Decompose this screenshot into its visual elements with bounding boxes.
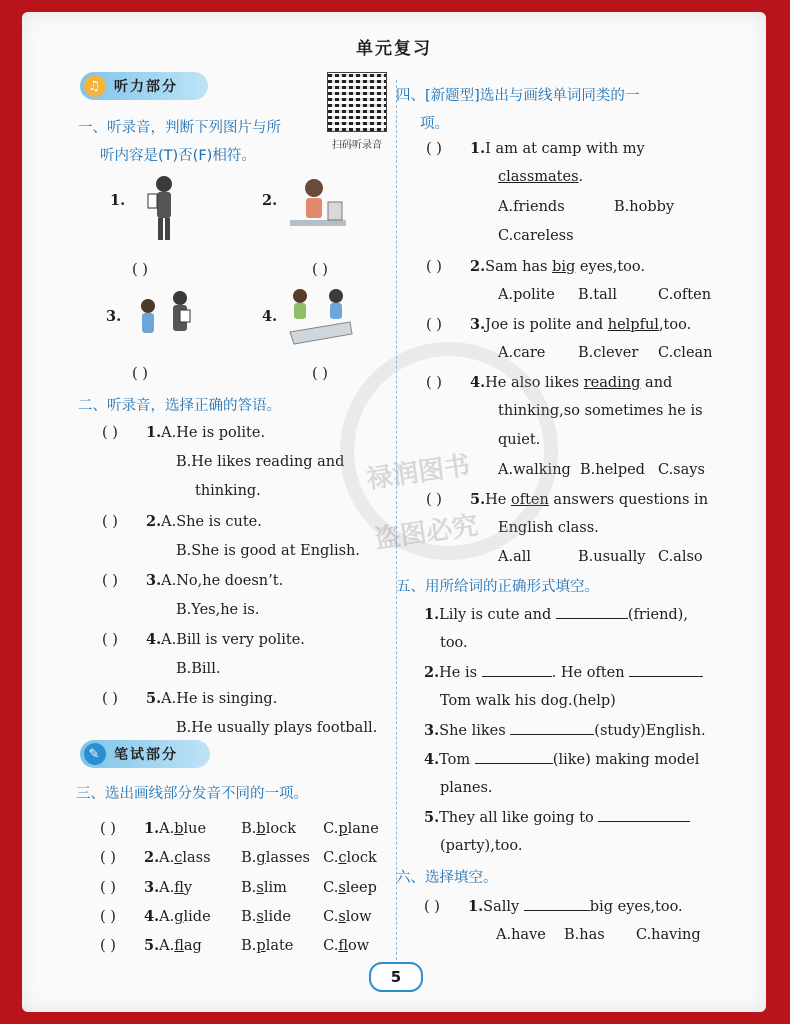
underlined-letter: c: [338, 850, 347, 866]
stem-end: big eyes,too.: [589, 899, 683, 915]
option-text: lide: [183, 909, 211, 925]
answer-blank[interactable]: ( ): [102, 514, 118, 530]
question-number: 1.: [144, 820, 160, 837]
option-c: [323, 874, 377, 903]
children-reading-picture: [284, 282, 356, 348]
p2-q2: [102, 507, 262, 537]
underlined-word: helpful: [607, 317, 659, 333]
fill-blank[interactable]: [482, 662, 552, 677]
p4-q3-opt-c: C.clean: [658, 345, 713, 361]
pic-item-4-number: 4.: [262, 308, 278, 325]
underlined-letter: s: [338, 909, 346, 925]
p2-q4: [102, 625, 305, 655]
option-text: B.: [241, 938, 257, 954]
stem-mid: . He often: [551, 665, 625, 681]
column-divider: [396, 80, 398, 980]
pic-item-1-number: 1.: [110, 192, 126, 209]
question-number: 2.: [424, 664, 440, 681]
option-text: lass: [182, 850, 211, 866]
p2-q3: [102, 566, 283, 596]
p4-q4: [426, 368, 672, 398]
p2-q1-b-cont: thinking.: [195, 483, 261, 499]
option-text: A.: [159, 938, 175, 954]
p4-q1: [426, 134, 645, 164]
stem-end: ,too.: [658, 317, 692, 333]
option-text: C.: [323, 821, 339, 837]
stem: Sally: [483, 899, 520, 915]
question-number: 4.: [144, 908, 160, 925]
underlined-letter: b: [256, 821, 266, 837]
p4-q4-opt-b: B.helped: [580, 462, 645, 478]
option-a: A.Bill is very polite.: [161, 632, 305, 648]
option-text: lasses: [265, 850, 310, 866]
stem: Lily is cute and: [439, 607, 552, 623]
option-text: A.: [159, 821, 175, 837]
answer-blank[interactable]: ( ): [102, 425, 118, 441]
p4-q1-opt-c: C.careless: [498, 228, 574, 244]
pic-item-2-number: 2.: [262, 192, 278, 209]
option-text: low: [345, 909, 372, 925]
fill-blank[interactable]: [629, 662, 703, 677]
question-number: 3.: [146, 572, 162, 589]
part1-heading-line2: 听内容是(T)否(F)相符。: [100, 148, 256, 164]
fill-blank[interactable]: [598, 807, 690, 822]
answer-blank[interactable]: ( ): [102, 691, 118, 707]
p4-q3-opt-b: B.clever: [578, 345, 639, 361]
part4-heading-line2: 项。: [420, 116, 449, 132]
answer-blank[interactable]: ( ): [426, 141, 442, 157]
p3-q4: [100, 902, 372, 932]
option-c: [323, 844, 377, 873]
p4-q4-line2: thinking,so sometimes he is: [498, 403, 703, 419]
option-a: A.No,he doesn’t.: [161, 573, 284, 589]
page-number: 5: [369, 962, 423, 992]
listening-badge: [80, 72, 208, 100]
option-text: C.: [323, 909, 339, 925]
option-text: lock: [346, 850, 377, 866]
p4-q2-opt-b: B.tall: [578, 287, 618, 303]
answer-blank[interactable]: ( ): [102, 573, 118, 589]
p4-q5: [426, 485, 708, 515]
underlined-letter: s: [256, 909, 264, 925]
question-number: 4.: [424, 751, 440, 768]
option-a: A.He is polite.: [161, 425, 266, 441]
option-text: lue: [183, 821, 207, 837]
option-text: A.: [159, 880, 175, 896]
answer-blank[interactable]: ( ): [100, 909, 116, 925]
fill-blank[interactable]: [510, 720, 594, 735]
underlined-letter: g: [256, 850, 266, 866]
option-text: late: [265, 938, 294, 954]
underlined-letter: s: [338, 880, 346, 896]
part6-heading: 六、选择填空。: [396, 870, 498, 886]
underlined-word: often: [510, 492, 549, 508]
stem: He: [485, 492, 511, 508]
pen-icon: ✎: [84, 743, 106, 765]
watermark-text-2: 盗图必究: [372, 510, 480, 556]
p2-q4-b: B.Bill.: [176, 661, 221, 677]
option-text: C.: [323, 850, 339, 866]
pic-item-4-answer[interactable]: ( ): [312, 366, 328, 382]
option-a: [159, 903, 241, 932]
option-text: A.: [159, 909, 175, 925]
underlined-letter: b: [174, 821, 184, 837]
p4-q4-opt-c: C.says: [658, 462, 705, 478]
option-text: ly: [183, 880, 193, 896]
fill-blank[interactable]: [475, 749, 553, 764]
p4-q1-opt-b: B.hobby: [614, 199, 675, 215]
page-title: 单元复习: [356, 39, 432, 59]
p4-q5-opt-b: B.usually: [578, 549, 646, 565]
pic-item-3-answer[interactable]: ( ): [132, 366, 148, 382]
p3-q2: [100, 843, 377, 873]
p6-q1: [424, 892, 683, 922]
option-a: A.She is cute.: [161, 514, 262, 530]
option-text: lock: [265, 821, 296, 837]
option-text: B.: [241, 909, 257, 925]
option-text: B.: [241, 880, 257, 896]
stem: Joe is polite and: [485, 317, 608, 333]
part4-heading-line1: 四、[新题型]选出与画线单词同类的一: [396, 88, 640, 104]
p5-q5-line2: (party),too.: [440, 838, 523, 854]
qr-code-icon[interactable]: [327, 72, 387, 132]
option-text: B.: [241, 850, 257, 866]
answer-blank[interactable]: ( ): [100, 821, 116, 837]
p5-q4: [424, 745, 699, 775]
question-number: 1.: [146, 424, 162, 441]
answer-blank[interactable]: ( ): [100, 850, 116, 866]
p4-q2-opt-c: C.often: [658, 287, 712, 303]
underlined-word: reading: [583, 375, 641, 391]
stem: He is: [439, 665, 478, 681]
part1-heading-line1: 一、听录音，判断下列图片与所: [78, 120, 281, 136]
underlined-letter: f: [174, 880, 184, 896]
option-text: lag: [183, 938, 202, 954]
p2-q1: [102, 418, 265, 448]
p4-q5-opt-c: C.also: [658, 549, 703, 565]
pic-item-2-answer[interactable]: ( ): [312, 262, 328, 278]
answer-blank[interactable]: ( ): [426, 375, 442, 391]
underlined-letter: c: [174, 850, 183, 866]
stem-end: and: [640, 375, 673, 391]
p6-q1-opt-b: B.has: [564, 927, 605, 943]
pic-item-1-answer[interactable]: ( ): [132, 262, 148, 278]
p5-q4-line2: planes.: [440, 780, 493, 796]
part2-heading: 二、听录音，选择正确的答语。: [78, 398, 281, 414]
option-b: [241, 903, 323, 932]
p5-q1-line2: too.: [440, 635, 468, 651]
p3-q1: [100, 814, 379, 844]
option-a: [159, 815, 241, 844]
underlined-letter: p: [338, 821, 348, 837]
p4-q2: [426, 252, 645, 282]
pic-item-3-number: 3.: [106, 308, 122, 325]
option-text: leep: [345, 880, 377, 896]
stem-end: (friend),: [627, 607, 688, 623]
p4-q5-opt-a: A.all: [498, 549, 532, 565]
option-text: C.: [323, 938, 339, 954]
two-children-picture: [134, 288, 196, 348]
p2-q3-b: B.Yes,he is.: [176, 602, 260, 618]
answer-blank[interactable]: ( ): [426, 259, 442, 275]
stem: I am at camp with my: [485, 141, 645, 157]
question-number: 5.: [470, 491, 486, 508]
option-a: A.He is singing.: [161, 691, 278, 707]
option-text: A.: [159, 850, 175, 866]
p6-q1-opt-a: A.have: [496, 927, 546, 943]
p2-q5-b: B.He usually plays football.: [176, 720, 378, 736]
answer-blank[interactable]: ( ): [100, 880, 116, 896]
question-number: 2.: [144, 849, 160, 866]
stem-end: answers questions in: [548, 492, 709, 508]
stem: Tom: [439, 752, 471, 768]
stem: She likes: [439, 723, 506, 739]
p3-q3: [100, 873, 377, 903]
option-b: [241, 815, 323, 844]
boy-holding-book-picture: [144, 172, 184, 244]
question-number: 5.: [144, 937, 160, 954]
answer-blank[interactable]: ( ): [100, 938, 116, 954]
option-text: lide: [263, 909, 291, 925]
option-c: [323, 815, 379, 844]
p5-q3: [424, 716, 706, 746]
writing-badge-label: 笔试部分: [114, 747, 178, 763]
option-a: [159, 874, 241, 903]
p3-q5: [100, 931, 369, 961]
p4-q4-line3: quiet.: [498, 432, 541, 448]
option-text: lane: [347, 821, 379, 837]
option-text: low: [348, 938, 370, 954]
p5-q2: [424, 658, 703, 688]
p5-q1: [424, 600, 688, 630]
stem-end: (study)English.: [594, 723, 706, 739]
option-text: lim: [263, 880, 287, 896]
stem: He also likes: [485, 375, 584, 391]
option-c: [323, 903, 371, 932]
option-c: [323, 932, 369, 961]
p2-q1-b: B.He likes reading and: [176, 454, 345, 470]
p4-q1-line2: [498, 163, 583, 192]
p6-q1-opt-c: C.having: [636, 927, 701, 943]
question-number: 5.: [146, 690, 162, 707]
option-b: [241, 932, 323, 961]
underlined-word: classmates: [498, 169, 579, 185]
underlined-letter: s: [256, 880, 264, 896]
question-number: 1.: [424, 606, 440, 623]
question-number: 5.: [424, 809, 440, 826]
part5-heading: 五、用所给词的正确形式填空。: [396, 579, 599, 595]
p4-q2-opt-a: A.polite: [498, 287, 555, 303]
question-number: 4.: [146, 631, 162, 648]
option-text: B.: [241, 821, 257, 837]
underlined-word: big: [552, 259, 576, 275]
part3-heading: 三、选出画线部分发音不同的一项。: [76, 786, 308, 802]
question-number: 3.: [470, 316, 486, 333]
question-number: 1.: [468, 898, 484, 915]
listening-badge-label: 听力部分: [114, 79, 178, 95]
option-text: C.: [323, 880, 339, 896]
qr-label: 扫码听录音: [332, 140, 382, 151]
stem: Sam has: [485, 259, 553, 275]
girl-at-desk-picture: [288, 172, 348, 244]
question-number: 2.: [470, 258, 486, 275]
answer-blank[interactable]: ( ): [424, 899, 440, 915]
option-b: [241, 874, 323, 903]
p2-q2-b: B.She is good at English.: [176, 543, 360, 559]
answer-blank[interactable]: ( ): [426, 492, 442, 508]
stem: They all like going to: [439, 810, 594, 826]
fill-blank[interactable]: [556, 604, 628, 619]
fill-blank[interactable]: [524, 896, 590, 911]
question-number: 2.: [146, 513, 162, 530]
answer-blank[interactable]: ( ): [426, 317, 442, 333]
stem-end: (like) making model: [552, 752, 700, 768]
answer-blank[interactable]: ( ): [102, 632, 118, 648]
p5-q2-line2: Tom walk his dog.(help): [440, 693, 616, 709]
question-number: 1.: [470, 140, 486, 157]
option-a: [159, 932, 241, 961]
p4-q5-line2: English class.: [498, 520, 599, 536]
stem-end: .: [578, 169, 584, 185]
question-number: 4.: [470, 374, 486, 391]
p4-q3: [426, 310, 691, 340]
p4-q3-opt-a: A.care: [498, 345, 546, 361]
headphones-icon: ♫: [84, 75, 106, 97]
p4-q4-opt-a: A.walking: [498, 462, 571, 478]
underlined-letter: g: [174, 909, 184, 925]
p4-q1-opt-a: A.friends: [498, 199, 565, 215]
underlined-letter: p: [256, 938, 266, 954]
option-b: [241, 844, 323, 873]
p2-q5: [102, 684, 277, 714]
p5-q5: [424, 803, 690, 833]
option-a: [159, 844, 241, 873]
underlined-letter: f: [174, 938, 184, 954]
question-number: 3.: [144, 879, 160, 896]
watermark-text-1: 禄润图书: [364, 450, 472, 496]
stem-end: eyes,too.: [575, 259, 645, 275]
workbook-page: [22, 12, 766, 1012]
underlined-letter: f: [338, 938, 348, 954]
writing-badge: [80, 740, 210, 768]
question-number: 3.: [424, 722, 440, 739]
